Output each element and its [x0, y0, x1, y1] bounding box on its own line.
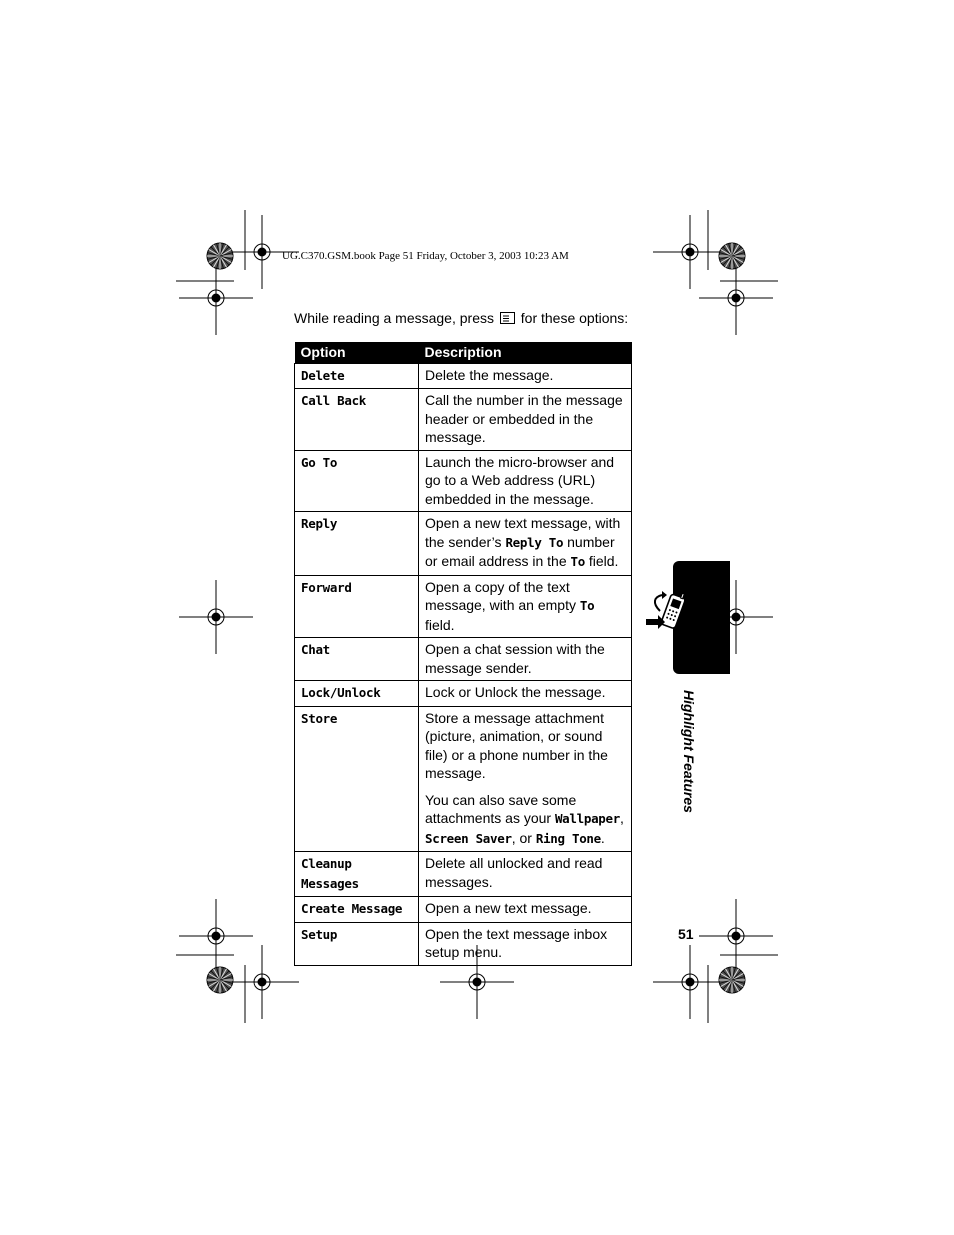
description-cell	[419, 638, 632, 681]
registration-mark-icon	[653, 215, 727, 289]
description-menu-term: To	[570, 554, 585, 569]
option-cell	[295, 389, 419, 451]
starburst-mark-icon	[719, 243, 745, 269]
option-name: Delete	[301, 367, 345, 383]
menu-key-icon	[500, 312, 515, 324]
description-cell	[419, 363, 632, 389]
description-note-menu-term: Screen Saver	[425, 830, 512, 846]
options-table	[294, 342, 632, 966]
option-name: Reply	[301, 516, 338, 531]
description-text: Lock or Unlock the message.	[425, 684, 606, 700]
option-cell	[295, 922, 419, 965]
intro-after: for these options:	[520, 310, 629, 326]
description-text: Open the text message inbox setup menu.	[425, 925, 608, 960]
registration-mark-icon	[699, 899, 773, 973]
description-cell	[419, 389, 632, 451]
description-text: Call the number in the message header or embedded in the message.	[425, 392, 623, 445]
description-cell	[419, 706, 632, 852]
table-row	[295, 389, 632, 451]
option-cell	[295, 638, 419, 681]
description-menu-term: To	[579, 598, 595, 613]
table-row	[295, 363, 632, 389]
description-text: Delete all unlocked and read messages.	[425, 855, 603, 890]
description-text: Open a chat session with the message sender.	[425, 641, 605, 676]
header-description: Description	[419, 342, 632, 363]
starburst-mark-icon	[207, 967, 233, 993]
description-text: field.	[425, 616, 455, 633]
description-cell	[419, 681, 632, 707]
description-cell	[419, 512, 632, 576]
option-name: Store	[301, 710, 338, 726]
option-name: Lock/Unlock	[301, 685, 381, 700]
starburst-mark-icon	[207, 243, 233, 269]
option-cell	[295, 512, 419, 576]
option-name: Forward	[301, 579, 352, 595]
registration-mark-icon	[225, 945, 299, 1019]
page-number: 51	[678, 926, 694, 942]
registration-mark-icon	[179, 899, 253, 973]
description-note	[425, 791, 625, 849]
header-option: Option	[295, 342, 419, 363]
table-row	[295, 575, 632, 638]
description-note-menu-term: Wallpaper	[554, 811, 620, 826]
description-text: Delete the message.	[425, 366, 554, 383]
description-cell	[419, 922, 632, 965]
description-note-text: ,	[619, 810, 624, 826]
description-text: Store a message attachment (picture, animation, or sound file) or a phone number in the message.	[425, 709, 608, 781]
starburst-mark-icon	[719, 967, 745, 993]
description-text: Launch the micro-browser and go to a Web address (URL) embedded in the message.	[425, 453, 615, 507]
table-row	[295, 450, 632, 512]
table-row	[295, 852, 632, 897]
table-row	[295, 638, 632, 681]
option-cell	[295, 852, 419, 897]
option-cell	[295, 450, 419, 512]
table-row	[295, 897, 632, 923]
option-name: Call Back	[301, 393, 367, 408]
description-cell	[419, 897, 632, 923]
description-note-text: You can also save some attachments as your	[425, 791, 577, 826]
option-cell	[295, 363, 419, 389]
description-text: Open a new text message.	[425, 900, 592, 916]
option-cell	[295, 897, 419, 923]
option-name: Go To	[301, 454, 338, 470]
intro-before: While reading a message, press	[294, 310, 494, 326]
description-note-menu-term: Ring Tone	[535, 830, 601, 846]
registration-mark-icon	[179, 580, 253, 654]
description-text: Open a copy of the text message, with an empty	[425, 578, 580, 613]
option-name: Create Message	[301, 901, 403, 916]
registration-mark-icon	[699, 261, 773, 335]
registration-mark-icon	[653, 945, 727, 1019]
table-row	[295, 512, 632, 576]
option-cell	[295, 681, 419, 707]
option-name: Cleanup Messages	[301, 856, 359, 891]
table-header-row	[295, 342, 632, 363]
table-row	[295, 922, 632, 965]
table-row	[295, 681, 632, 707]
description-text: field.	[584, 553, 619, 569]
option-name: Setup	[301, 926, 338, 942]
description-cell	[419, 450, 632, 512]
intro-text	[294, 310, 628, 326]
book-header-line: UG.C370.GSM.book Page 51 Friday, October 3, 2003 10:23 AM	[282, 250, 569, 262]
description-cell	[419, 575, 632, 638]
option-cell	[295, 575, 419, 638]
table-row	[295, 706, 632, 852]
registration-mark-icon	[179, 261, 253, 335]
description-text: Open a new text message, with the sender’s	[425, 515, 621, 550]
description-menu-term: Reply To	[505, 534, 564, 550]
description-note-text: , or	[511, 829, 536, 846]
description-note-text: .	[600, 829, 605, 846]
option-cell	[295, 706, 419, 852]
description-text: number or email address in the	[425, 533, 615, 569]
section-label: Highlight Features	[681, 690, 697, 813]
description-cell	[419, 852, 632, 897]
option-name: Chat	[301, 642, 330, 657]
phone-messaging-icon	[642, 589, 690, 637]
